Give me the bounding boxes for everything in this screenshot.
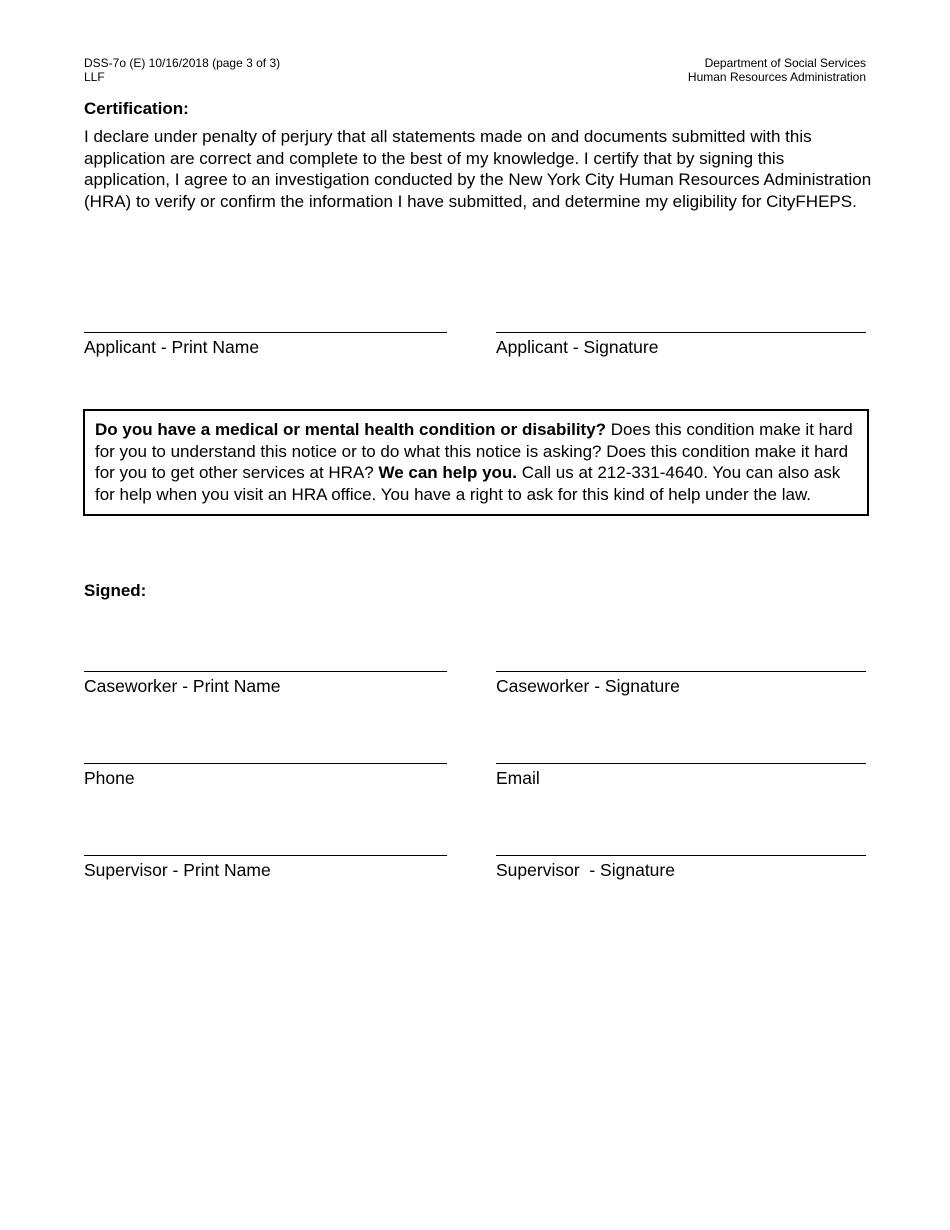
notice-text-1: Does this condition make it hard for you to understand this notice or to do what this notice is asking? Does this condition make it hard for you to get other services at HRA? <box>95 420 853 482</box>
supervisor-print-name-field[interactable] <box>84 855 447 881</box>
notice-help: We can help you. <box>378 463 518 482</box>
applicant-print-name-field[interactable] <box>84 332 447 358</box>
email-field[interactable] <box>496 763 866 789</box>
caseworker-signature-field[interactable] <box>496 671 866 697</box>
supervisor-signature-label: Supervisor - Signature <box>496 860 675 880</box>
phone-label: Phone <box>84 768 135 788</box>
certification-body: I declare under penalty of perjury that all statements made on and documents submitted with this application are correct and complete to the best of my knowledge. I certify that by signing this application, I agree to an investigation conducted by the New York City Human Resources Administration (HRA) to verify or confirm the information I have submitted, and determine my eligibility for CityFHEPS. <box>84 127 872 211</box>
caseworker-print-name-field[interactable] <box>84 671 447 697</box>
form-header-left <box>84 56 280 84</box>
supervisor-print-name-label: Supervisor - Print Name <box>84 860 271 880</box>
administration-name: Human Resources Administration <box>687 70 866 84</box>
supervisor-signature-field[interactable] <box>496 855 866 881</box>
form-header-right <box>688 56 866 84</box>
disability-notice-box <box>83 409 869 516</box>
caseworker-print-name-label: Caseworker - Print Name <box>84 676 281 696</box>
form-code: LLF <box>84 70 105 84</box>
department-name: Department of Social Services <box>704 56 866 70</box>
applicant-print-name-label: Applicant - Print Name <box>84 337 260 357</box>
email-label: Email <box>496 768 540 788</box>
applicant-signature-field[interactable] <box>496 332 866 358</box>
phone-field[interactable] <box>84 763 447 789</box>
notice-text-2: Call us at 212-331-4640. You can also ask for help when you visit an HRA office. You have a right to ask for this kind of help under the law. <box>95 463 841 504</box>
applicant-signature-label: Applicant - Signature <box>496 337 659 357</box>
notice-question: Do you have a medical or mental health condition or disability? <box>95 420 607 439</box>
caseworker-signature-label: Caseworker - Signature <box>496 676 680 696</box>
form-id: DSS-7o (E) 10/16/2018 (page 3 of 3) <box>84 56 281 70</box>
signed-title: Signed: <box>84 581 147 600</box>
certification-title: Certification: <box>84 99 189 118</box>
